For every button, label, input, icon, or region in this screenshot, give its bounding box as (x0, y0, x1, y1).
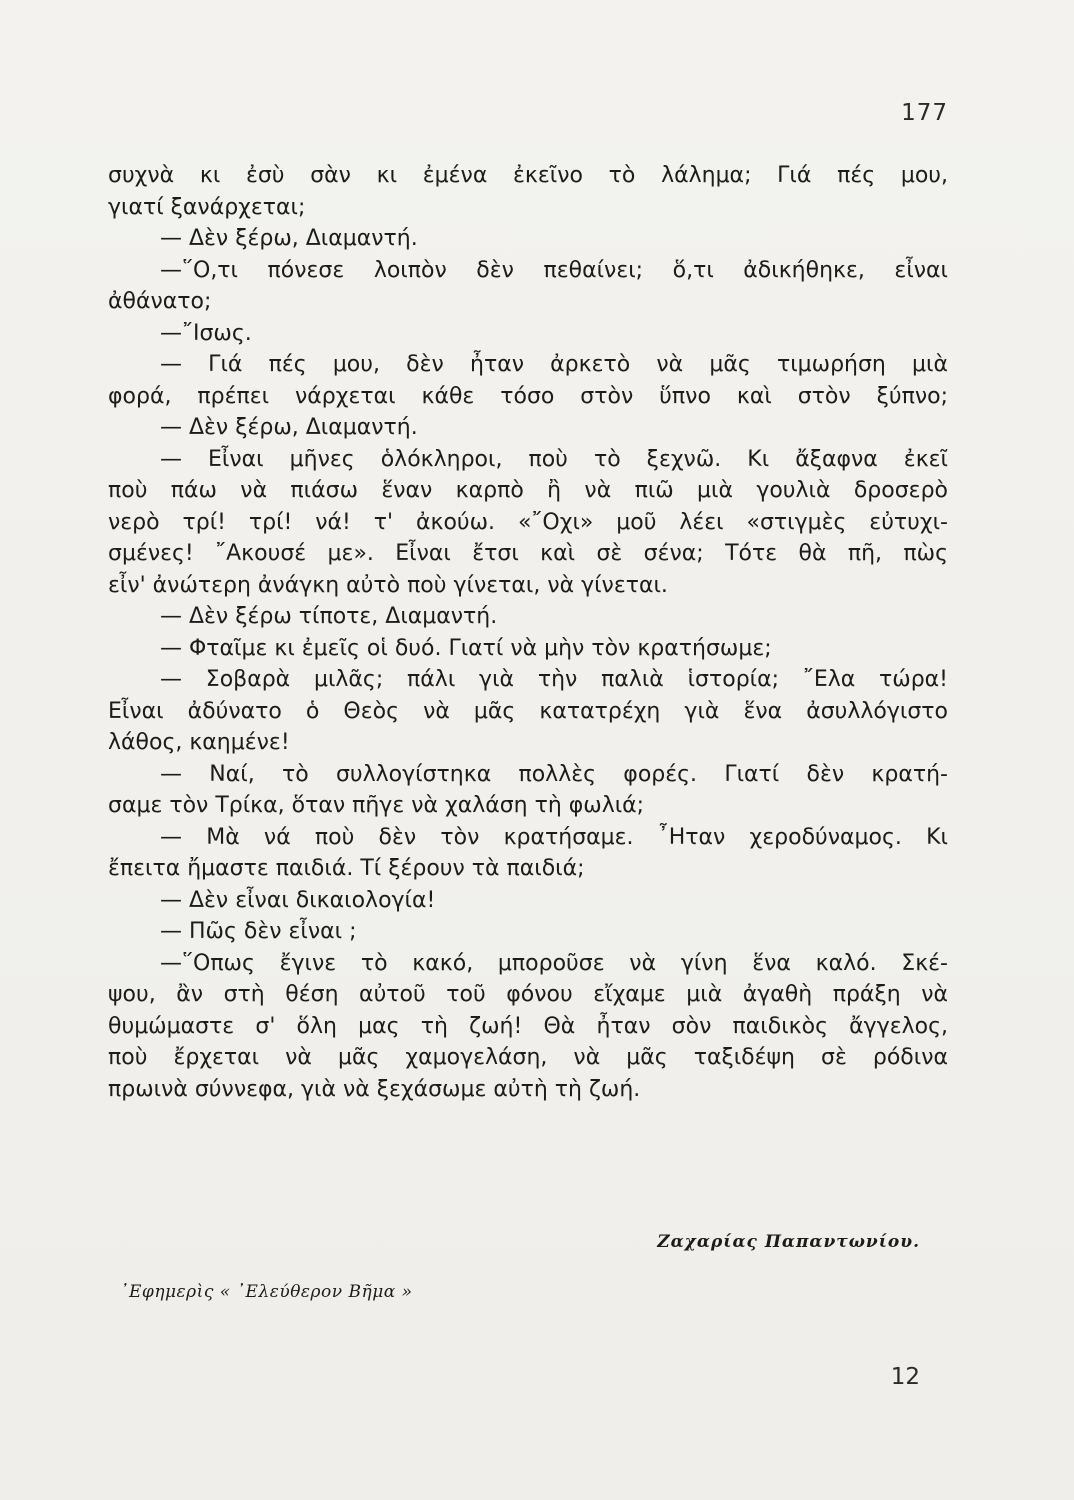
text-line: — Εἶναι μῆνες ὁλόκληροι, ποὺ τὸ ξεχνῶ. Κι ἄξαφνα ἐκεῖ (160, 446, 948, 472)
text-line: σμένες! ῎Ακουσέ με». Εἶναι ἔτσι καὶ σὲ σένα; Τότε θὰ πῆ, πὼς (108, 541, 948, 566)
story-text (108, 160, 948, 1105)
sheet-number: 12 (890, 1364, 920, 1390)
text-line: θυμώμαστε σ' ὅλη μας τὴ ζωή! Θὰ ἦταν σὸν παιδικὸς ἄγγελος, (108, 1013, 948, 1039)
text-line: — Φταῖμε κι ἐμεῖς οἱ δυό. Γιατί νὰ μὴν τὸν κρατήσωμε; (160, 635, 772, 661)
text-line: — Γιά πές μου, δὲν ἦταν ἀρκετὸ νὰ μᾶς τιμωρήση μιὰ (160, 352, 948, 377)
text-line: εἶν' ἀνώτερη ἀνάγκη αὐτὸ ποὺ γίνεται, νὰ γίνεται. (108, 572, 668, 598)
text-line: νερὸ τρί! τρί! νά! τ' ἀκούω. «῎Οχι» μοῦ λέει «στιγμὲς εὐτυχι- (108, 509, 948, 535)
text-line: φορά, πρέπει νάρχεται κάθε τόσο στὸν ὕπνο καὶ στὸν ξύπνο; (108, 383, 948, 409)
text-line: — Δὲν ξέρω, Διαμαντή. (160, 226, 418, 251)
text-line: σαμε τὸν Τρίκα, ὅταν πῆγε νὰ χαλάση τὴ φωλιά; (108, 793, 645, 818)
text-line: λάθος, καημένε! (108, 730, 290, 755)
text-line: ποὺ ἔρχεται νὰ μᾶς χαμογελάση, νὰ μᾶς ταξιδέψη σὲ ρόδινα (108, 1045, 948, 1070)
text-line: ψου, ἂν στὴ θέση αὐτοῦ τοῦ φόνου εἴχαμε μιὰ ἀγαθὴ πράξη νὰ (108, 982, 948, 1007)
text-line: — Δὲν ξέρω τίποτε, Διαμαντή. (160, 604, 498, 629)
text-line: —῞Ο,τι πόνεσε λοιπὸν δὲν πεθαίνει; ὅ,τι ἀδικήθηκε, εἶναι (160, 257, 948, 283)
text-line: —῎Ισως. (160, 320, 252, 346)
text-line: — Σοβαρὰ μιλᾶς; πάλι γιὰ τὴν παλιὰ ἱστορία; ῎Ελα τώρα! (160, 667, 948, 692)
text-line: ἀθάνατο; (108, 289, 212, 314)
text-line: — Πῶς δὲν εἶναι ; (160, 919, 357, 944)
text-line: Εἶναι ἀδύνατο ὁ Θεὸς νὰ μᾶς κατατρέχη γιὰ ἕνα ἀσυλλόγιστο (108, 698, 948, 724)
text-line: ἔπειτα ἤμαστε παιδιά. Τί ξέρουν τὰ παιδιά; (108, 856, 585, 881)
text-line: ποὺ πάω νὰ πιάσω ἕναν καρπὸ ἢ νὰ πιῶ μιὰ γουλιὰ δροσερὸ (108, 478, 948, 503)
text-line: γιατί ξανάρχεται; (108, 194, 306, 220)
text-line: συχνὰ κι ἐσὺ σὰν κι ἐμένα ἐκεῖνο τὸ λάλημα; Γιά πές μου, (108, 163, 948, 188)
text-line: —῞Οπως ἔγινε τὸ κακό, μποροῦσε νὰ γίνη ἕνα καλό. Σκέ- (160, 950, 948, 976)
author-signature: Ζαχαρίας Παπαντωνίου. (657, 1232, 920, 1252)
text-line: — Δὲν ξέρω, Διαμαντή. (160, 415, 418, 440)
text-line: — Δὲν εἶναι δικαιολογία! (160, 887, 436, 913)
page-number: 177 (901, 100, 948, 126)
text-line: — Ναί, τὸ συλλογίστηκα πολλὲς φορές. Γιατί δὲν κρατή- (160, 761, 948, 787)
text-line: πρωινὰ σύννεφα, γιὰ νὰ ξεχάσωμε αὐτὴ τὴ ζωή. (108, 1076, 641, 1102)
text-line: — Μὰ νά ποὺ δὲν τὸν κρατήσαμε. ῏Ηταν χεροδύναμος. Κι (160, 824, 948, 850)
source-citation: ᾿Εφημερὶς « ᾿Ελεύθερον Βῆμα » (120, 1282, 413, 1302)
